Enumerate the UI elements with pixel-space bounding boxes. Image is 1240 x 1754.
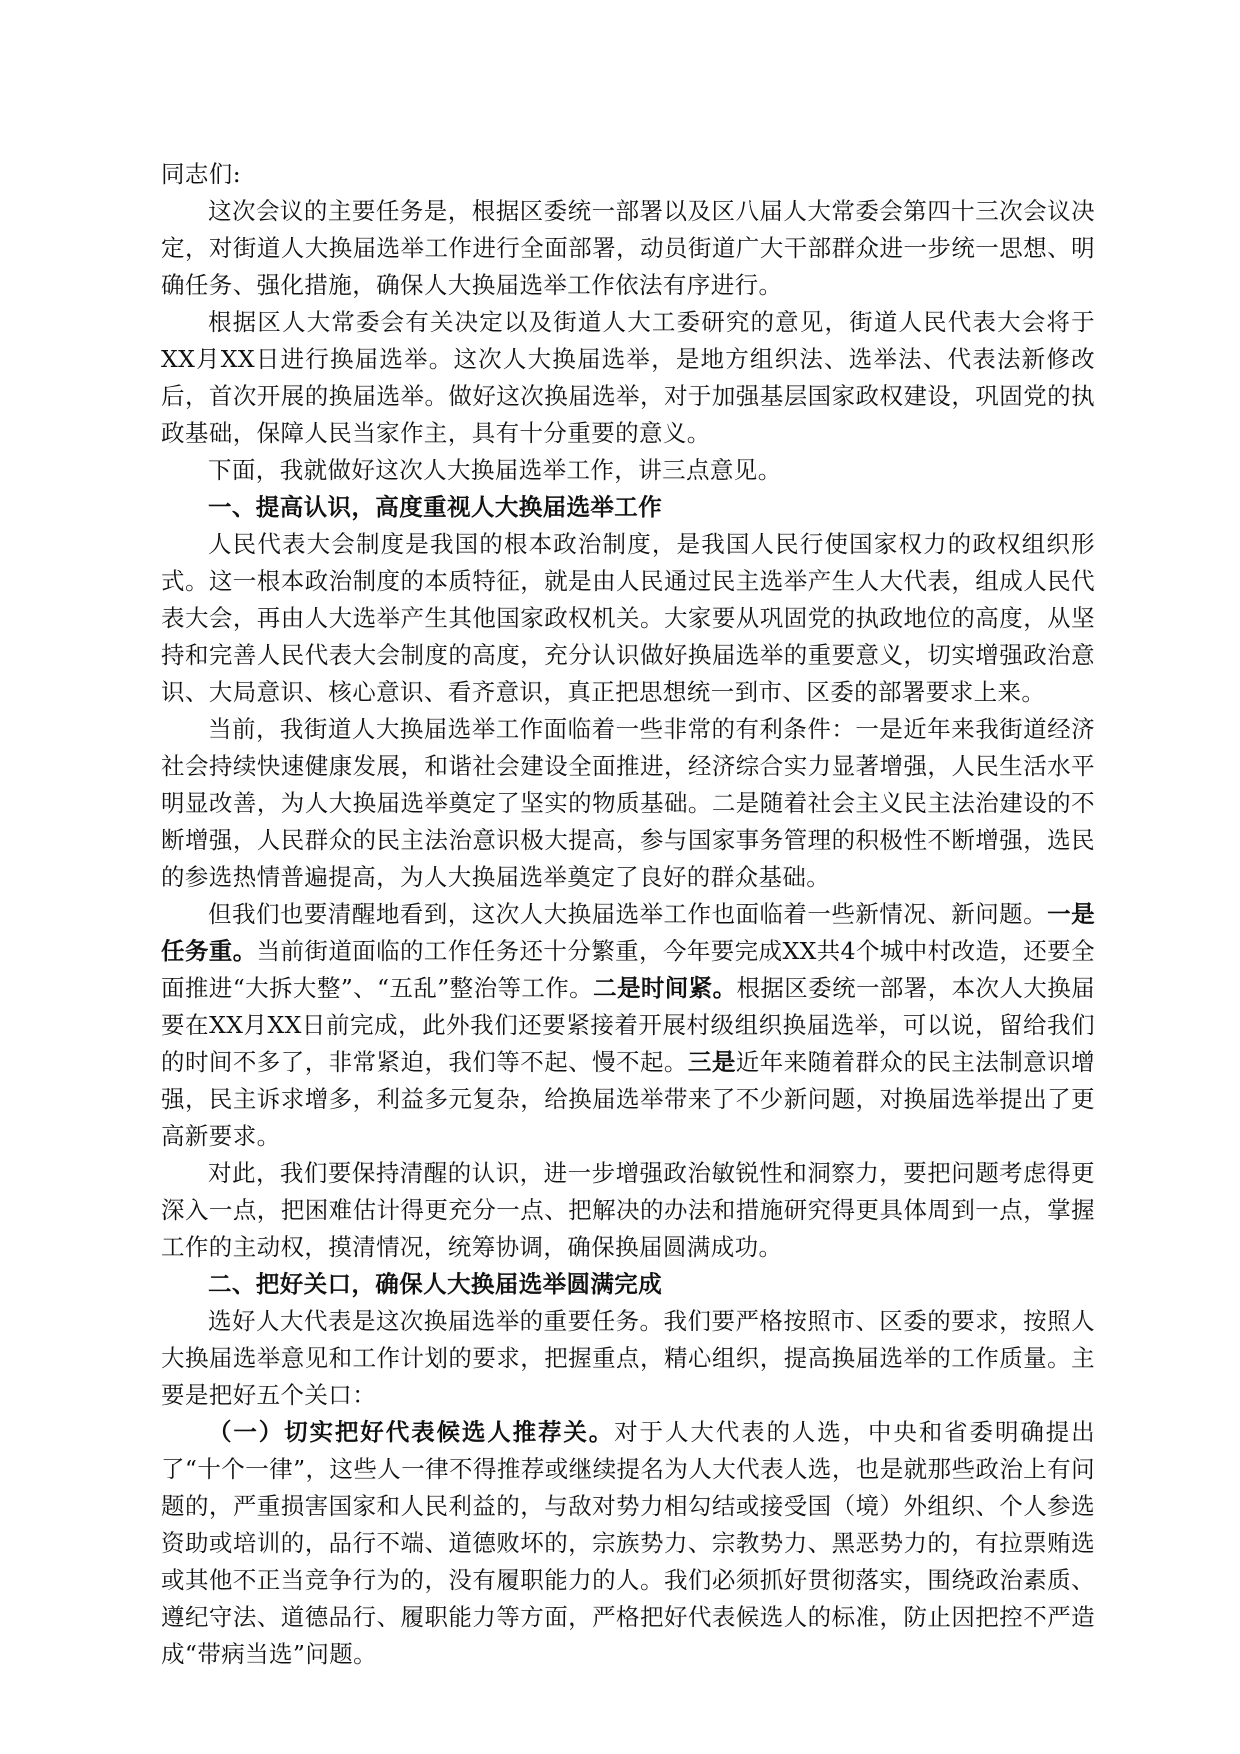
- point-three: 三是: [687, 1048, 736, 1076]
- paragraph-meeting-task: 这次会议的主要任务是，根据区委统一部署以及区八届人大常委会第四十三次会议决定，对街道人大换届选举工作进行全面部署，动员街道广大干部群众进一步统一思想、明确任务、强化措施，确保人大换届选举工作依法有序进行。: [161, 197, 1095, 299]
- paragraph-new-problems: [161, 896, 1095, 1155]
- document-page: [161, 156, 1095, 1673]
- point-three-text: 近年来随着群众的民主法制意识增强，民主诉求增多，利益多元复杂，给换届选举带来了不少新问题，对换届选举提出了更高新要求。: [161, 1048, 1095, 1150]
- salutation: 同志们:: [161, 160, 242, 188]
- point-time-tight-text: 根据区委统一部署，本次人大换届要在XX月XX日前完成，此外我们还要紧接着开展村级组织换届选举，可以说，留给我们的时间不多了，非常紧迫，我们等不起、慢不起。: [161, 974, 1095, 1076]
- paragraph-five-gates: 选好人大代表是这次换届选举的重要任务。我们要严格按照市、区委的要求，按照人大换届选举意见和工作计划的要求，把握重点，精心组织，提高换届选举的工作质量。主要是把好五个关口：: [161, 1307, 1095, 1409]
- sub-heading-candidate: （一）切实把好代表候选人推荐关。: [208, 1418, 615, 1446]
- point-task-heavy: 一是任务重。: [161, 900, 1095, 965]
- section-heading-2: 二、把好关口，确保人大换届选举圆满完成: [208, 1270, 663, 1298]
- point-time-tight: 二是时间紧。: [593, 974, 737, 1002]
- paragraph-system: 人民代表大会制度是我国的根本政治制度，是我国人民行使国家权力的政权组织形式。这一根本政治制度的本质特征，就是由人民通过民主选举产生人大代表，组成人民代表大会，再由人大选举产生其他国家政权机关。大家要从巩固党的执政地位的高度，从坚持和完善人民代表大会制度的高度，充分认识做好换届选举的重要意义，切实增强政治意识、大局意识、核心意识、看齐意识，真正把思想统一到市、区委的部署要求上来。: [161, 530, 1095, 706]
- paragraph-favorable-conditions: 当前，我街道人大换届选举工作面临着一些非常的有利条件：一是近年来我街道经济社会持续快速健康发展，和谐社会建设全面推进，经济综合实力显著增强，人民生活水平明显改善，为人大换届选举奠定了坚实的物质基础。二是随着社会主义民主法治建设的不断增强，人民群众的民主法治意识极大提高，参与国家事务管理的积极性不断增强，选民的参选热情普遍提高，为人大换届选举奠定了良好的群众基础。: [161, 715, 1095, 891]
- paragraph-election-date: 根据区人大常委会有关决定以及街道人大工委研究的意见，街道人民代表大会将于XX月XX日进行换届选举。这次人大换届选举，是地方组织法、选举法、代表法新修改后，首次开展的换届选举。做好这次换届选举，对于加强基层国家政权建设，巩固党的执政基础，保障人民当家作主，具有十分重要的意义。: [161, 308, 1095, 447]
- paragraph-awareness: 对此，我们要保持清醒的认识，进一步增强政治敏锐性和洞察力，要把问题考虑得更深入一点，把困难估计得更充分一点、把解决的办法和措施研究得更具体周到一点，掌握工作的主动权，摸清情况，统筹协调，确保换届圆满成功。: [161, 1159, 1095, 1261]
- paragraph-three-points: 下面，我就做好这次人大换届选举工作，讲三点意见。: [208, 456, 782, 484]
- candidate-text: 对于人大代表的人选，中央和省委明确提出了“十个一律”，这些人一律不得推荐或继续提名为人大代表人选，也是就那些政治上有问题的，严重损害国家和人民利益的，与敌对势力相勾结或接受国（境）外组织、个人参选资助或培训的，品行不端、道德败坏的，宗族势力、宗教势力、黑恶势力的，有拉票贿选或其他不正当竞争行为的，没有履职能力的人。我们必须抓好贯彻落实，围绕政治素质、遵纪守法、道德品行、履职能力等方面，严格把好代表候选人的标准，防止因把控不严造成“带病当选”问题。: [161, 1418, 1095, 1668]
- paragraph-candidate-recommendation: [161, 1414, 1095, 1673]
- section-heading-1: 一、提高认识，高度重视人大换届选举工作: [208, 493, 663, 521]
- problems-intro: 但我们也要清醒地看到，这次人大换届选举工作也面临着一些新情况、新问题。: [208, 900, 1048, 928]
- point-task-heavy-text: 当前街道面临的工作任务还十分繁重，今年要完成XX共4个城中村改造，还要全面推进“大拆大整”、“五乱”整治等工作。: [161, 937, 1095, 1002]
